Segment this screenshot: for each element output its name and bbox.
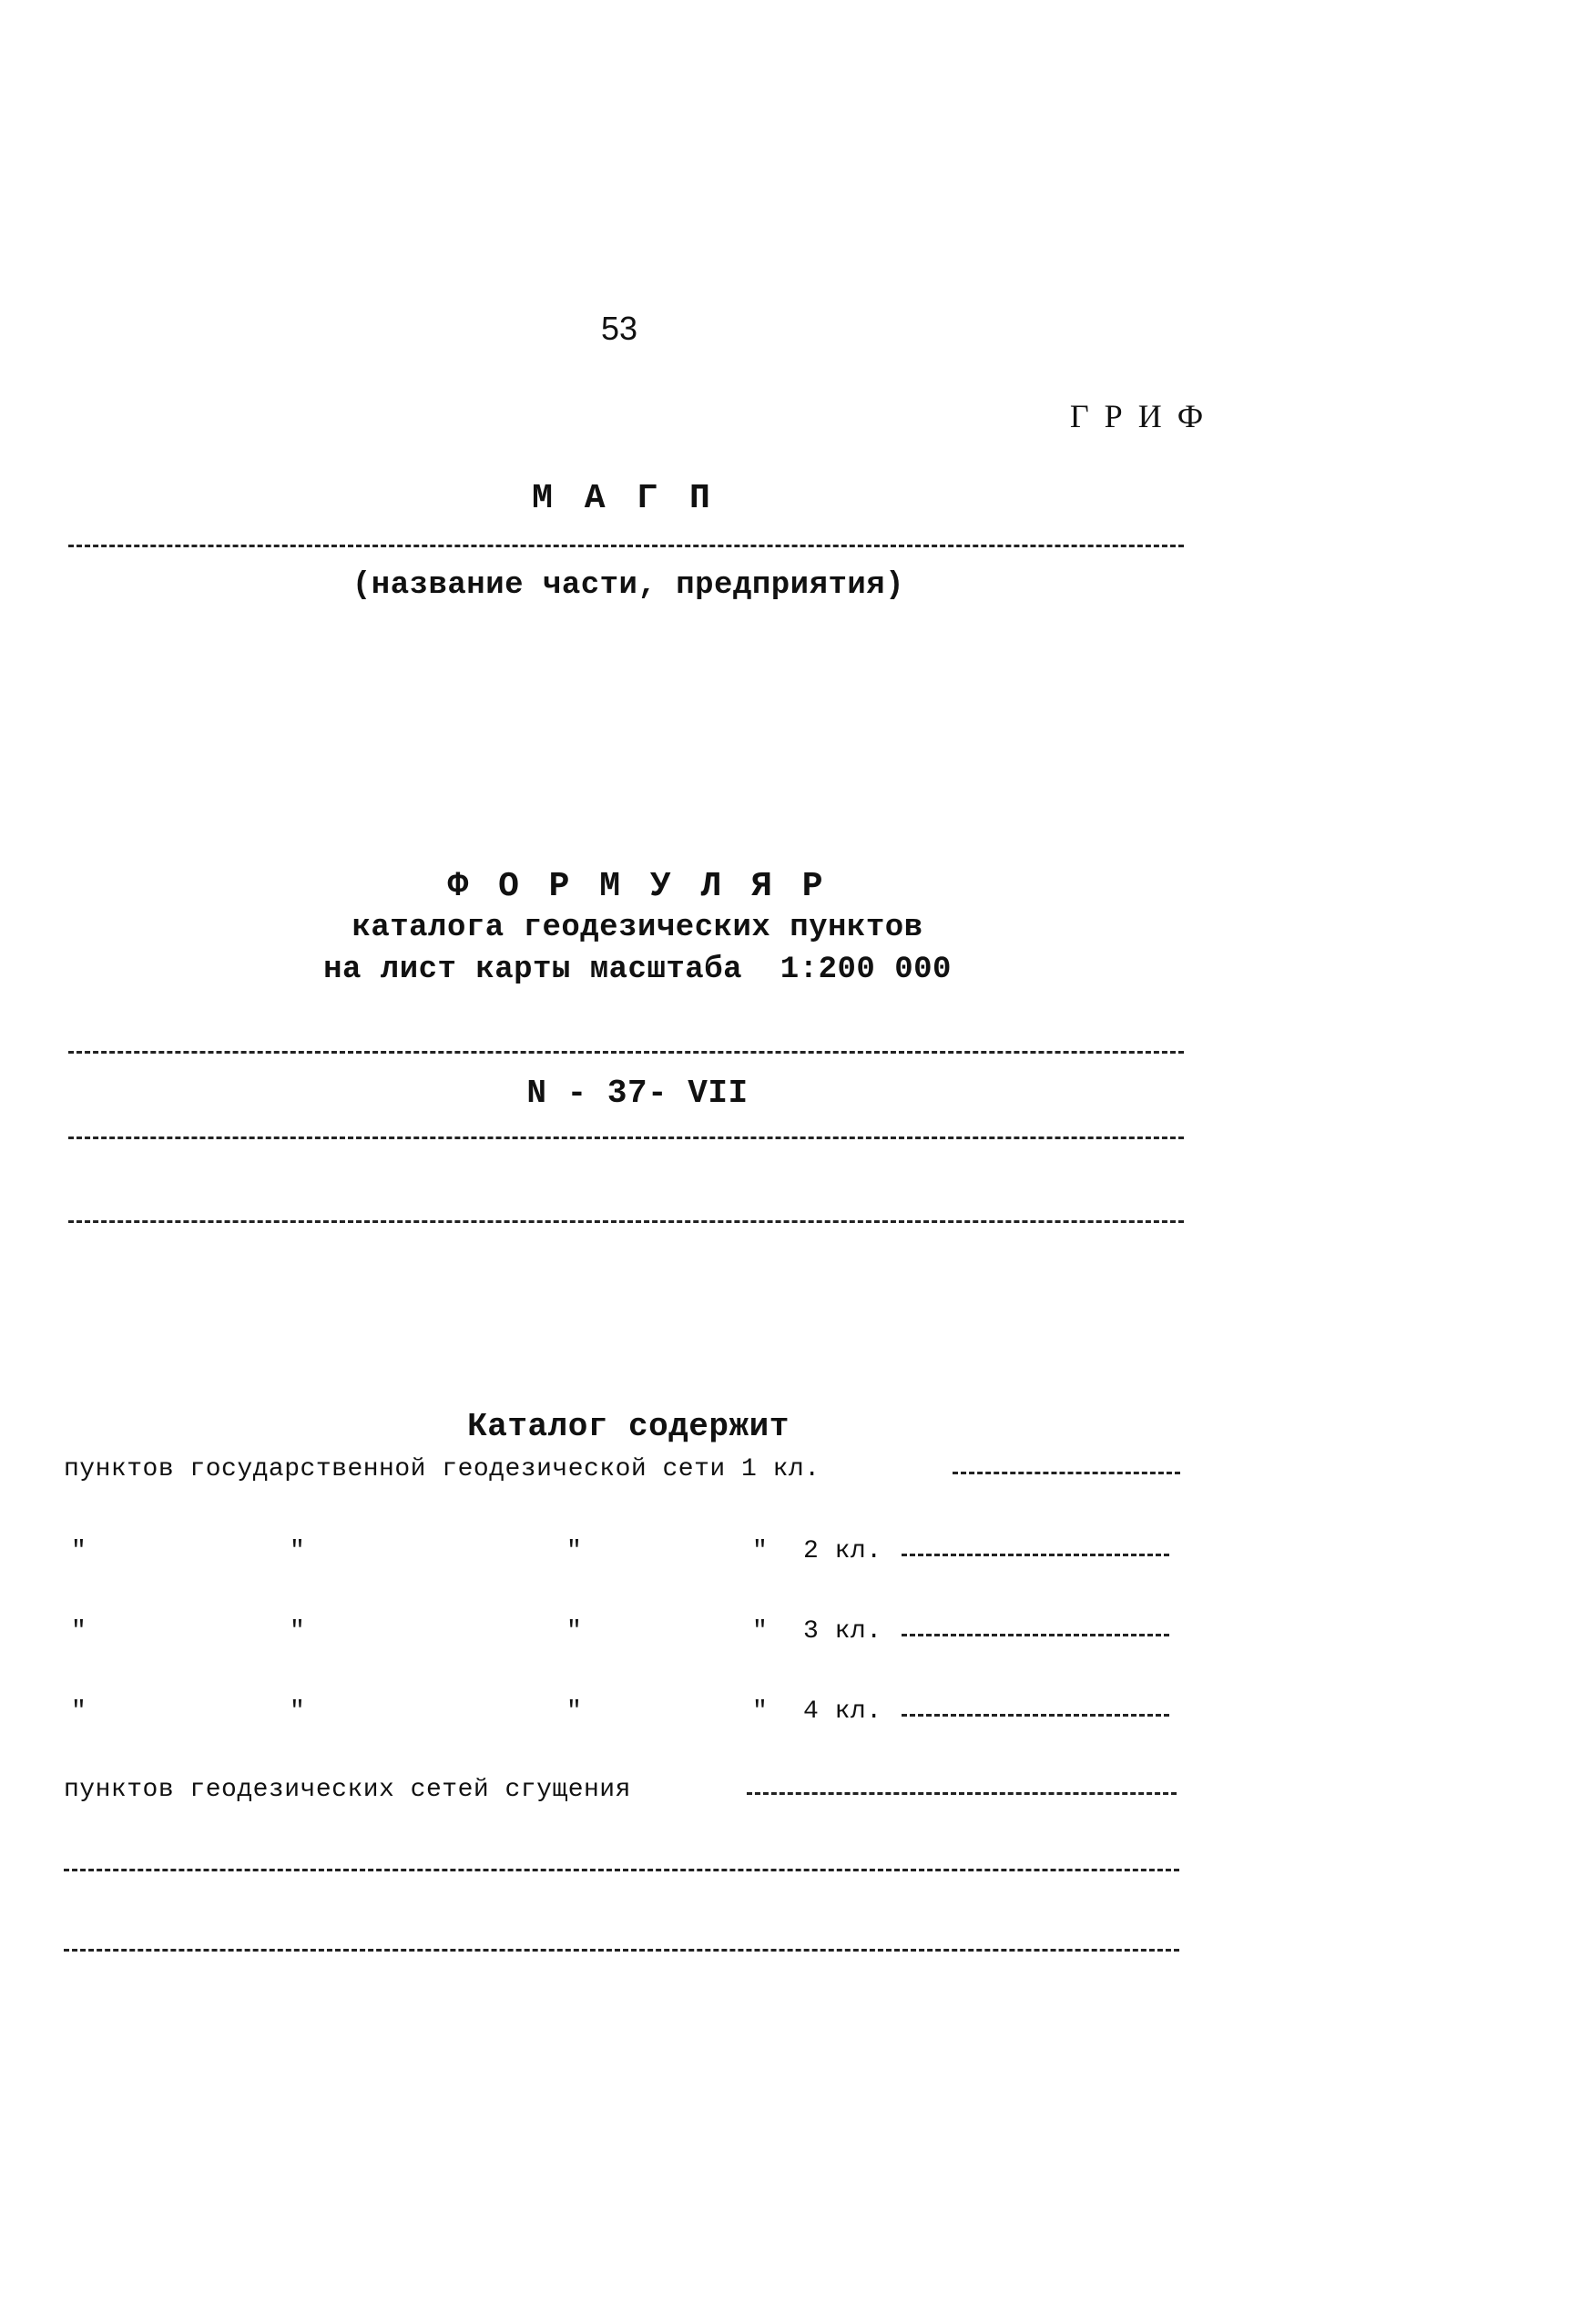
- ditto-mark: ": [71, 1537, 87, 1565]
- class-4-blank: [902, 1714, 1169, 1717]
- class-4-label: 4 кл.: [803, 1697, 882, 1726]
- blank-rule: [68, 1220, 1184, 1223]
- ditto-mark: ": [752, 1697, 769, 1726]
- class-3-blank: [902, 1634, 1169, 1636]
- ditto-mark: ": [71, 1697, 87, 1726]
- class-2-blank: [902, 1554, 1169, 1556]
- ditto-mark: ": [71, 1617, 87, 1646]
- blank-rule: [64, 1869, 1179, 1871]
- sheet-rule-bottom: [68, 1137, 1184, 1139]
- organization-underline: [68, 545, 1184, 547]
- form-subtitle-line-2: на лист карты масштаба 1:200 000: [323, 953, 952, 987]
- map-sheet-number: N - 37- VII: [526, 1075, 749, 1112]
- state-network-class-1-blank: [953, 1472, 1180, 1474]
- ditto-mark: ": [566, 1697, 583, 1726]
- form-subtitle-line-1: каталога геодезических пунктов: [352, 911, 923, 945]
- densification-network-label: пунктов геодезических сетей сгущения: [64, 1776, 631, 1804]
- organization-caption: (название части, предприятия): [352, 568, 905, 603]
- sheet-rule-top: [68, 1051, 1184, 1054]
- ditto-mark: ": [752, 1537, 769, 1565]
- form-title: Ф О Р М У Л Я Р: [447, 867, 828, 906]
- catalog-heading: Каталог содержит: [467, 1408, 790, 1445]
- organization-name: М А Г П: [532, 479, 716, 518]
- state-network-class-1-label: пунктов государственной геодезической сети 1 кл.: [64, 1455, 820, 1483]
- ditto-mark: ": [566, 1537, 583, 1565]
- class-2-label: 2 кл.: [803, 1537, 882, 1565]
- page-number: 53: [600, 310, 638, 347]
- class-3-label: 3 кл.: [803, 1617, 882, 1646]
- densification-network-blank: [747, 1792, 1177, 1795]
- ditto-mark: ": [290, 1537, 306, 1565]
- ditto-mark: ": [752, 1617, 769, 1646]
- classification-stamp: Г Р И Ф: [1069, 398, 1208, 434]
- ditto-mark: ": [290, 1697, 306, 1726]
- ditto-mark: ": [290, 1617, 306, 1646]
- blank-rule: [64, 1949, 1179, 1952]
- ditto-mark: ": [566, 1617, 583, 1646]
